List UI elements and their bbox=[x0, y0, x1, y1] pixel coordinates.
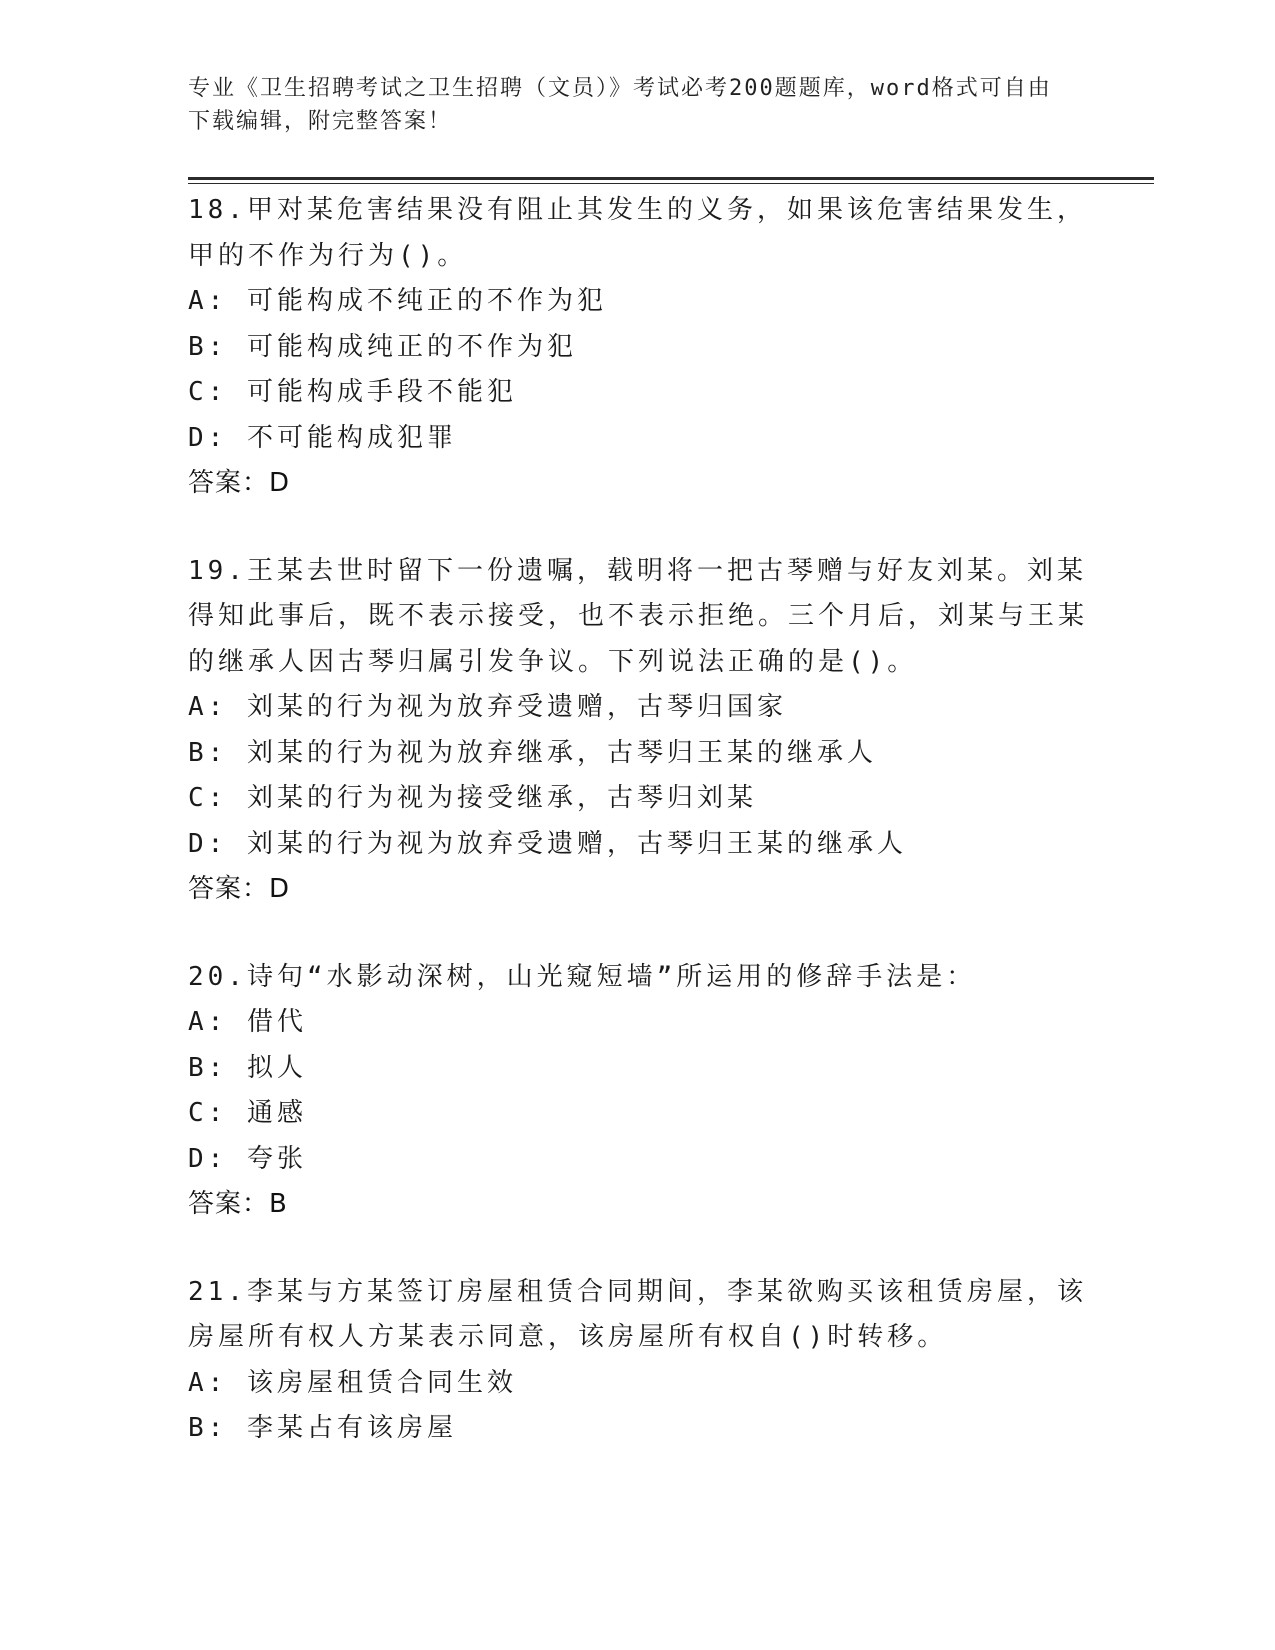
question-stem: 19.王某去世时留下一份遗嘱，载明将一把古琴赠与好友刘某。刘某得知此事后，既不表示接受，也不表示拒绝。三个月后，刘某与王某的继承人因古琴归属引发争议。下列说法正确的是()。 bbox=[188, 555, 1089, 677]
spacer bbox=[188, 1228, 1088, 1270]
question-19 bbox=[188, 549, 1088, 913]
option-d: D: 夸张 bbox=[188, 1143, 307, 1174]
option-a: A: 该房屋租赁合同生效 bbox=[188, 1367, 517, 1398]
answer-label: 答案：D bbox=[188, 874, 291, 904]
option-d: D: 不可能构成犯罪 bbox=[188, 422, 457, 453]
question-21 bbox=[188, 1270, 1088, 1452]
option-a: A: 借代 bbox=[188, 1007, 307, 1037]
question-20 bbox=[188, 955, 1088, 1228]
option-a: A: 可能构成不纯正的不作为犯 bbox=[188, 286, 607, 316]
option-c: C: 可能构成手段不能犯 bbox=[188, 377, 517, 407]
option-b: B: 可能构成纯正的不作为犯 bbox=[188, 331, 577, 362]
header-rule-thin bbox=[188, 183, 1154, 184]
option-d: D: 刘某的行为视为放弃受遗赠，古琴归王某的继承人 bbox=[188, 828, 907, 859]
spacer bbox=[188, 507, 1088, 549]
answer-label: 答案：B bbox=[188, 1189, 288, 1219]
question-list bbox=[188, 188, 1088, 1452]
document-header: 专业《卫生招聘考试之卫生招聘（文员）》考试必考200题题库，word格式可自由下载编辑，附完整答案！ bbox=[188, 76, 1052, 134]
option-b: B: 拟人 bbox=[188, 1052, 307, 1083]
option-a: A: 刘某的行为视为放弃受遗赠，古琴归国家 bbox=[188, 692, 787, 722]
question-18 bbox=[188, 188, 1088, 507]
question-stem: 18.甲对某危害结果没有阻止其发生的义务，如果该危害结果发生，甲的不作为行为()。 bbox=[188, 195, 1087, 271]
header-rule-thick bbox=[188, 177, 1154, 180]
option-c: C: 刘某的行为视为接受继承，古琴归刘某 bbox=[188, 783, 757, 813]
spacer bbox=[188, 913, 1088, 955]
option-b: B: 李某占有该房屋 bbox=[188, 1413, 457, 1443]
question-stem: 20.诗句“水影动深树，山光窥短墙”所运用的修辞手法是： bbox=[188, 961, 977, 992]
answer-label: 答案：D bbox=[188, 468, 291, 498]
option-b: B: 刘某的行为视为放弃继承，古琴归王某的继承人 bbox=[188, 737, 877, 768]
option-c: C: 通感 bbox=[188, 1098, 307, 1128]
question-stem: 21.李某与方某签订房屋租赁合同期间，李某欲购买该租赁房屋，该房屋所有权人方某表示同意，该房屋所有权自()时转移。 bbox=[188, 1276, 1087, 1352]
